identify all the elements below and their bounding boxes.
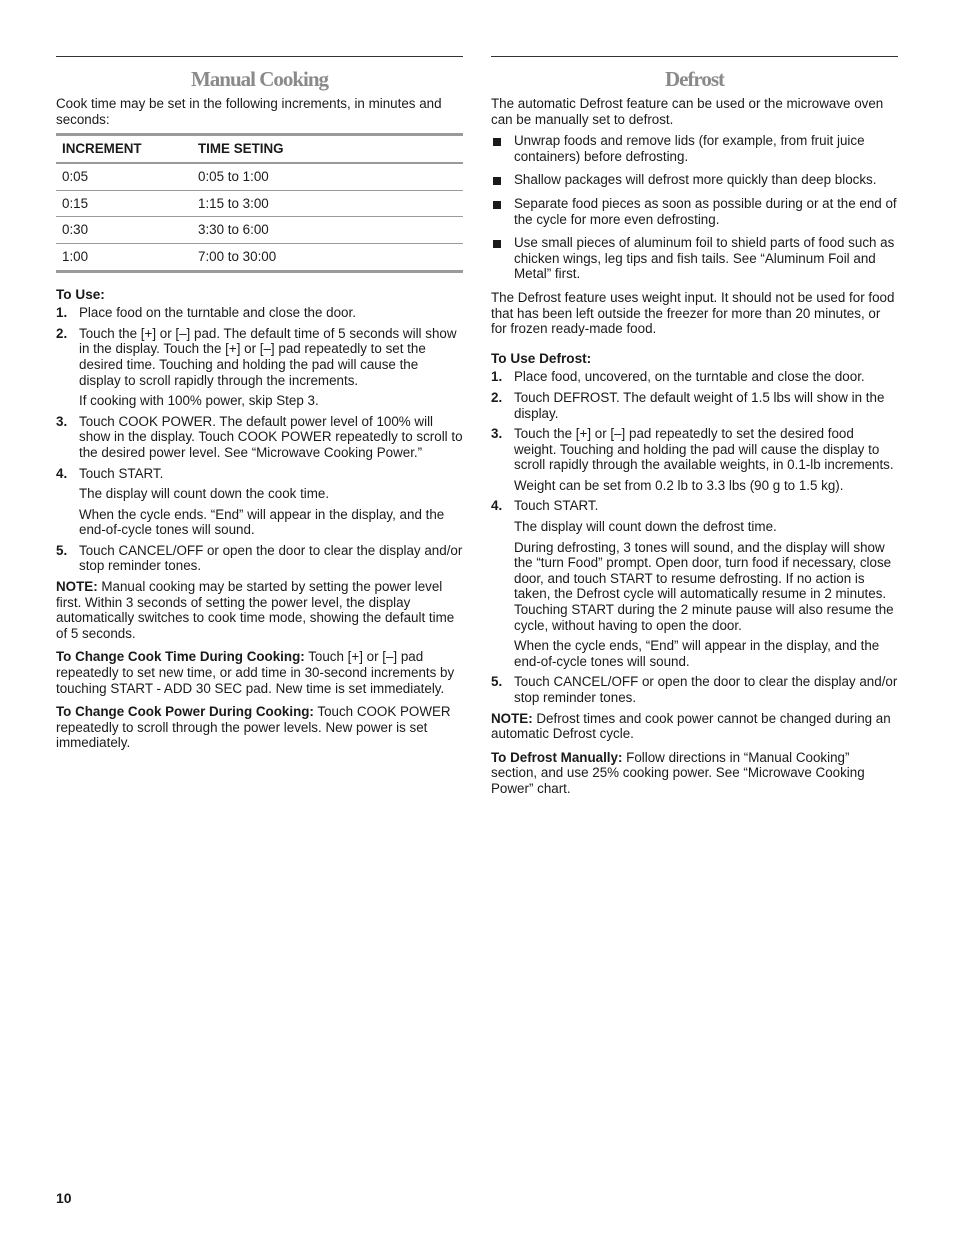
- step-number: 1.: [56, 305, 68, 321]
- step-number: 3.: [491, 426, 503, 442]
- step-text: Touch CANCEL/OFF or open the door to clear the display and/or stop reminder tones.: [79, 542, 463, 574]
- defrost-manually: [491, 750, 898, 797]
- defrost-manually-label: To Defrost Manually:: [491, 749, 623, 765]
- step-number: 3.: [56, 413, 68, 429]
- table-cell: 1:00: [56, 243, 192, 271]
- step-number: 4.: [56, 465, 68, 481]
- manual-cooking-section: [56, 56, 463, 759]
- increment-table: [56, 133, 463, 272]
- page-number: 10: [56, 1190, 72, 1206]
- to-use-defrost-heading: To Use Defrost:: [491, 350, 592, 366]
- square-bullet-icon: [493, 240, 501, 248]
- column-header: INCREMENT: [56, 135, 192, 164]
- change-power-label: To Change Cook Power During Cooking:: [56, 704, 314, 720]
- table-row: [56, 217, 463, 244]
- change-time-label: To Change Cook Time During Cooking:: [56, 649, 305, 665]
- square-bullet-icon: [493, 138, 501, 146]
- weight-input-para: The Defrost feature uses weight input. It should not be used for food that has been left outside the freezer for more than 20 minutes, or for frozen ready-made food.: [491, 289, 895, 337]
- step-note: During defrosting, 3 tones will sound, and the display will show the “turn Food” prompt. Open door, turn food if necessary, close door, and touch START to resume defrosting. If no action is taken, the Defrost cycle will automatically resume in 2 minutes. Touching START during the 2 minute pause will also resume the cycle, without having to open the door.: [514, 539, 894, 633]
- step-text: Touch CANCEL/OFF or open the door to clear the display and/or stop reminder tones.: [514, 674, 898, 705]
- defrost-steps: [491, 369, 898, 705]
- change-time-text: Touch [+] or [–] pad repeatedly to set new time, or add time in 30-second increments by touching START - ADD 30 SEC pad. New time is set immediately.: [56, 649, 455, 696]
- note-label: NOTE:: [56, 579, 98, 595]
- table-cell: 0:15: [56, 190, 192, 217]
- defrost-intro: The automatic Defrost feature can be used or the microwave oven can be manually set to defrost.: [491, 96, 884, 127]
- table-cell: 7:00 to 30:00: [192, 243, 463, 271]
- step-text: Place food, uncovered, on the turntable and close the door.: [514, 369, 865, 385]
- change-power-text: Touch COOK POWER repeatedly to scroll through the power levels. New power is set immediately.: [56, 704, 451, 751]
- column-header: TIME SETING: [192, 135, 463, 164]
- list-item: [491, 426, 898, 493]
- list-item: [491, 369, 898, 385]
- square-bullet-icon: [493, 177, 501, 185]
- change-cook-power: [56, 704, 463, 751]
- step-text: Touch the [+] or [–] pad repeatedly to set the desired food weight. Touching and holding the pad will cause the display to scroll rapidly through the available weights, in 0.1-lb increments.: [514, 426, 894, 473]
- defrost-note: [491, 711, 898, 742]
- step-number: 5.: [491, 674, 503, 690]
- bullet-text: Separate food pieces as soon as possible during or at the end of the cycle for more even defrosting.: [514, 195, 897, 227]
- step-text: Touch the [+] or [–] pad. The default time of 5 seconds will show in the display. Touch the [+] or [–] pad repeatedly to set the desired time. Touching and holding the pad will cause the display to scroll rapidly through the increments.: [79, 325, 457, 388]
- table-cell: 0:05 to 1:00: [192, 163, 463, 190]
- step-note: The display will count down the defrost time.: [514, 519, 777, 535]
- table-header-row: [56, 135, 463, 164]
- step-note: The display will count down the cook time.: [79, 486, 330, 502]
- list-item: [491, 235, 898, 282]
- step-number: 4.: [491, 498, 503, 514]
- step-text: Touch COOK POWER. The default power level of 100% will show in the display. Touch COOK POWER repeatedly to scroll to the desired power level. See “Microwave Cooking Power.”: [79, 413, 463, 460]
- step-note: When the cycle ends, “End” will appear in the display, and the end-of-cycle tones will sound.: [514, 638, 880, 669]
- note-text: Manual cooking may be started by setting the power level first. Within 3 seconds of setting the power level, the display automatically switches to cook time mode, showing the default time of 5 seconds.: [56, 579, 455, 641]
- table-row: [56, 190, 463, 217]
- list-item: [56, 543, 463, 574]
- table-cell: 0:30: [56, 217, 192, 244]
- table-cell: 1:15 to 3:00: [192, 190, 463, 217]
- manual-steps: [56, 305, 463, 574]
- manual-intro: Cook time may be set in the following increments, in minutes and seconds:: [56, 96, 442, 127]
- manual-cooking-title: Manual Cooking: [190, 67, 329, 91]
- bullet-text: Unwrap foods and remove lids (for example, from fruit juice containers) before defrosting.: [514, 133, 865, 164]
- list-item: [491, 674, 898, 705]
- table-cell: 3:30 to 6:00: [192, 217, 463, 244]
- note-text: Defrost times and cook power cannot be changed during an automatic Defrost cycle.: [491, 710, 891, 742]
- section-rule: [491, 56, 898, 57]
- step-text: Place food on the turntable and close the door.: [79, 305, 356, 321]
- step-note: If cooking with 100% power, skip Step 3.: [79, 393, 319, 409]
- table-row: [56, 163, 463, 190]
- list-item: [491, 172, 898, 188]
- manual-note: [56, 579, 463, 641]
- table-cell: 0:05: [56, 163, 192, 190]
- defrost-manually-text: Follow directions in “Manual Cooking” section, and use 25% cooking power. See “Microwave Cooking Power” chart.: [491, 749, 865, 796]
- to-use-heading: To Use:: [56, 286, 105, 302]
- list-item: [56, 414, 463, 461]
- list-item: [56, 326, 463, 409]
- square-bullet-icon: [493, 201, 501, 209]
- step-text: Touch START.: [514, 498, 599, 514]
- step-number: 2.: [56, 325, 68, 341]
- step-number: 5.: [56, 542, 68, 558]
- step-note: When the cycle ends. “End” will appear in the display, and the end-of-cycle tones will sound.: [79, 506, 445, 538]
- defrost-tips: [491, 133, 898, 282]
- list-item: [56, 466, 463, 538]
- list-item: [491, 196, 898, 227]
- bullet-text: Use small pieces of aluminum foil to shield parts of food such as chicken wings, leg tips and fish tails. See “Aluminum Foil and Metal” first.: [514, 235, 895, 282]
- table-row: [56, 243, 463, 271]
- step-number: 2.: [491, 389, 503, 405]
- step-note: Weight can be set from 0.2 lb to 3.3 lbs (90 g to 1.5 kg).: [514, 477, 844, 493]
- defrost-section: [491, 56, 898, 805]
- step-number: 1.: [491, 369, 503, 385]
- bullet-text: Shallow packages will defrost more quickly than deep blocks.: [514, 172, 877, 188]
- step-text: Touch DEFROST. The default weight of 1.5 lbs will show in the display.: [514, 389, 885, 421]
- list-item: [491, 498, 898, 669]
- list-item: [56, 305, 463, 321]
- step-text: Touch START.: [79, 465, 164, 481]
- list-item: [491, 390, 898, 421]
- defrost-title: Defrost: [664, 67, 725, 91]
- list-item: [491, 133, 898, 164]
- section-rule: [56, 56, 463, 57]
- change-cook-time: [56, 649, 463, 696]
- note-label: NOTE:: [491, 710, 533, 726]
